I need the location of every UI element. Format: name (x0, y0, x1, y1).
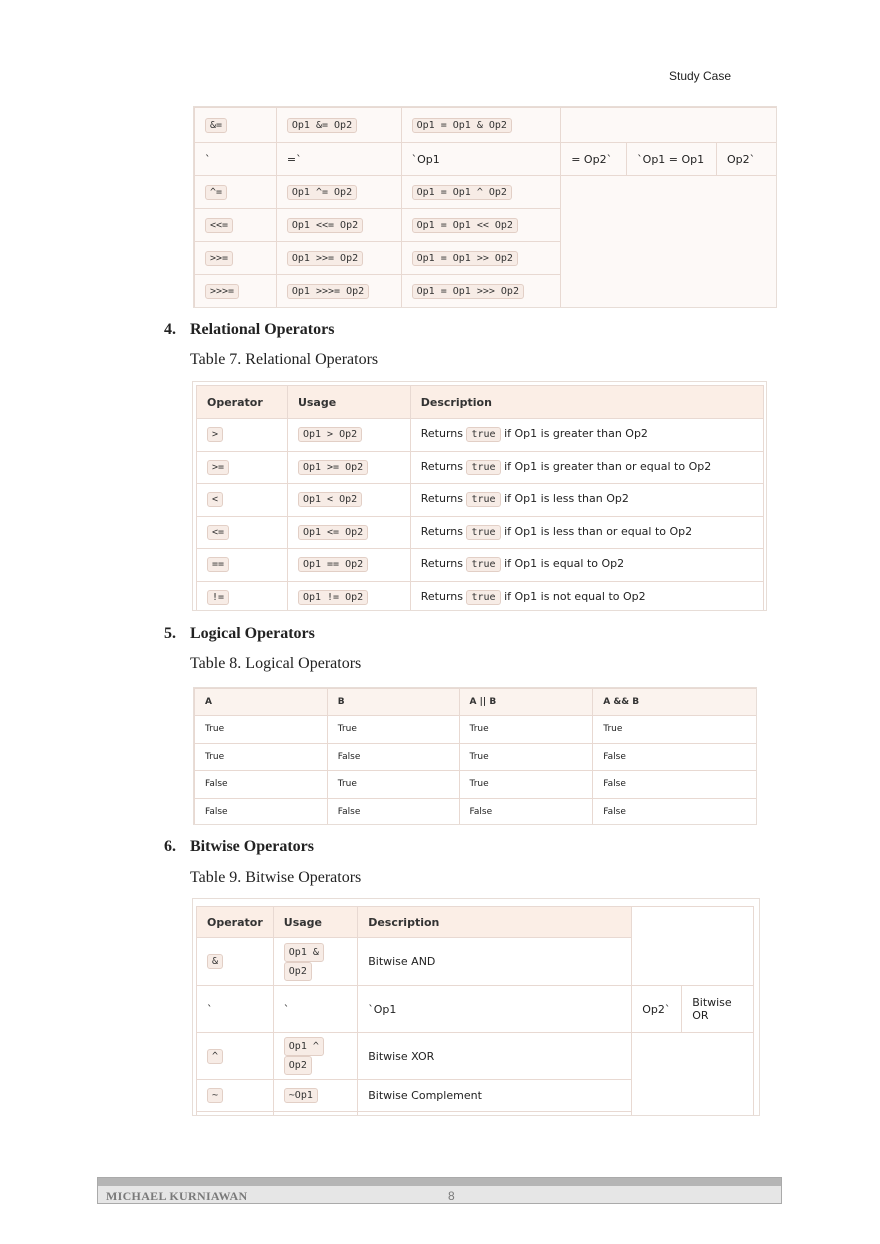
description-cell (410, 419, 763, 452)
section-number: 6. (164, 838, 176, 855)
equivalent-code: Op1 = Op1 ^ Op2 (412, 185, 512, 200)
description-text: Bitwise XOR (358, 1033, 632, 1080)
relational-table-screenshot (192, 381, 767, 611)
operator-code: & (207, 954, 223, 969)
usage-code: ~Op1 (284, 1088, 318, 1103)
section-title: Logical Operators (190, 625, 315, 642)
assignment-table-screenshot (193, 106, 777, 308)
true-code: true (466, 460, 500, 475)
usage-code: Op1 > Op2 (298, 427, 362, 442)
table-row (197, 451, 764, 484)
operator-code: <<= (205, 218, 233, 233)
logical-table-screenshot (193, 687, 757, 825)
table-caption: Table 7. Relational Operators (190, 351, 379, 368)
table-row (197, 419, 764, 452)
table-header-row (197, 907, 754, 938)
cell-text: False (195, 771, 328, 799)
relational-table (196, 385, 764, 611)
table-row (195, 143, 778, 176)
cell-text: False (459, 798, 593, 825)
table-row (195, 771, 758, 799)
footer-stripe (98, 1178, 781, 1186)
usage-code: Op1 >>= Op2 (287, 251, 363, 266)
description-text: Bitwise Complement (358, 1080, 632, 1112)
operator-code: == (207, 557, 229, 572)
column-header: A && B (593, 689, 757, 716)
operator-code: != (207, 590, 229, 605)
true-code: true (466, 525, 500, 540)
cell-text: True (593, 716, 757, 744)
cell-text: False (593, 743, 757, 771)
table-row (197, 1033, 754, 1080)
operator-code: ^= (205, 185, 227, 200)
usage-code: Op1 &= Op2 (287, 118, 357, 133)
usage-code-line1: Op1 ^ (284, 1037, 324, 1056)
usage-code: Op1 >= Op2 (298, 460, 368, 475)
table-row (195, 108, 778, 143)
logical-table (194, 688, 757, 825)
table-header-row (197, 386, 764, 419)
column-header: Usage (273, 907, 357, 938)
operator-code: <= (207, 525, 229, 540)
description-cell (410, 451, 763, 484)
table-row (197, 986, 754, 1033)
table-row (197, 484, 764, 517)
cell-text: False (195, 798, 328, 825)
column-header: Operator (197, 386, 288, 419)
usage-code: Op1 != Op2 (298, 590, 368, 605)
description-text: if Op1 is less than Op2 (504, 492, 629, 506)
bitwise-table (196, 906, 754, 1116)
section-title: Bitwise Operators (190, 838, 314, 855)
true-code: true (466, 427, 500, 442)
cell-text: False (593, 798, 757, 825)
equivalent-code: Op1 = Op1 >>> Op2 (412, 284, 524, 299)
section-title: Relational Operators (190, 321, 335, 338)
description-cell (410, 581, 763, 611)
cell-text: `Op1 = Op1 (627, 143, 717, 176)
assignment-table (194, 107, 777, 308)
description-text: Bitwise AND (358, 938, 632, 986)
table-row (195, 716, 758, 744)
equivalent-code: Op1 = Op1 & Op2 (412, 118, 512, 133)
description-text: if Op1 is not equal to Op2 (504, 589, 646, 603)
table-row (197, 549, 764, 582)
cell-text: ` (197, 986, 274, 1033)
usage-code-line1: Op1 & (284, 943, 324, 962)
operator-code: > (207, 427, 223, 442)
usage-code-line2: Op2 (284, 962, 312, 981)
table-row (195, 798, 758, 825)
table-caption: Table 9. Bitwise Operators (190, 869, 362, 886)
description-text: if Op1 is equal to Op2 (504, 557, 625, 571)
cell-text: True (327, 716, 459, 744)
table-row (197, 581, 764, 611)
cell-text: Bitwise OR (682, 986, 754, 1033)
column-header: Description (410, 386, 763, 419)
cell-text: Op2` (717, 143, 778, 176)
returns-text: Returns (420, 492, 463, 506)
operator-code: >>>= (205, 284, 239, 299)
cell-text: `Op1 (358, 986, 632, 1033)
description-text: if Op1 is greater than or equal to Op2 (504, 459, 712, 473)
running-header: Study Case (669, 69, 732, 83)
cell-text: `Op1 (401, 143, 561, 176)
usage-code: Op1 == Op2 (298, 557, 368, 572)
operator-code: >= (207, 460, 229, 475)
column-header: Description (358, 907, 632, 938)
description-text: if Op1 is less than or equal to Op2 (504, 524, 693, 538)
cell-text: =` (276, 143, 401, 176)
cell-text: Op2` (632, 986, 682, 1033)
cell-text: True (459, 771, 593, 799)
operator-code: ~ (207, 1088, 223, 1103)
returns-text: Returns (420, 459, 463, 473)
usage-code: Op1 <= Op2 (298, 525, 368, 540)
bitwise-table-screenshot (192, 898, 760, 1116)
cell-text: = Op2` (561, 143, 627, 176)
operator-code: < (207, 492, 223, 507)
description-text: if Op1 is greater than Op2 (504, 427, 648, 441)
section-number: 5. (164, 625, 176, 642)
description-cell (410, 516, 763, 549)
usage-code: Op1 >>>= Op2 (287, 284, 369, 299)
table-row (197, 516, 764, 549)
cell-text: True (195, 716, 328, 744)
description-cell (410, 549, 763, 582)
column-header: B (327, 689, 459, 716)
returns-text: Returns (420, 557, 463, 571)
true-code: true (466, 557, 500, 572)
operator-code: &= (205, 118, 227, 133)
table-row (195, 176, 778, 209)
usage-code: Op1 < Op2 (298, 492, 362, 507)
cell-text: True (459, 716, 593, 744)
cell-text: True (195, 743, 328, 771)
equivalent-code: Op1 = Op1 >> Op2 (412, 251, 518, 266)
usage-code-line2: Op2 (284, 1056, 312, 1075)
cell-text: ` (273, 986, 357, 1033)
table-header-row (195, 689, 758, 716)
column-header: Operator (197, 907, 274, 938)
cell-text: True (327, 771, 459, 799)
cell-text: True (459, 743, 593, 771)
operator-code: >>= (205, 251, 233, 266)
cell-text: ` (195, 143, 277, 176)
usage-code: Op1 ^= Op2 (287, 185, 357, 200)
column-header: A (195, 689, 328, 716)
usage-code: Op1 <<= Op2 (287, 218, 363, 233)
operator-code: ^ (207, 1049, 223, 1064)
table-caption: Table 8. Logical Operators (190, 655, 362, 672)
returns-text: Returns (420, 589, 463, 603)
description-cell (410, 484, 763, 517)
cell-text: False (593, 771, 757, 799)
cell-text: False (327, 798, 459, 825)
equivalent-code: Op1 = Op1 << Op2 (412, 218, 518, 233)
returns-text: Returns (420, 524, 463, 538)
page-number: 8 (448, 1189, 455, 1203)
cell-text: False (327, 743, 459, 771)
footer-author: MICHAEL KURNIAWAN (106, 1189, 248, 1203)
column-header: Usage (287, 386, 410, 419)
true-code: true (466, 492, 500, 507)
true-code: true (466, 590, 500, 605)
table-row (195, 743, 758, 771)
section-number: 4. (164, 321, 176, 338)
column-header: A || B (459, 689, 593, 716)
returns-text: Returns (420, 427, 463, 441)
